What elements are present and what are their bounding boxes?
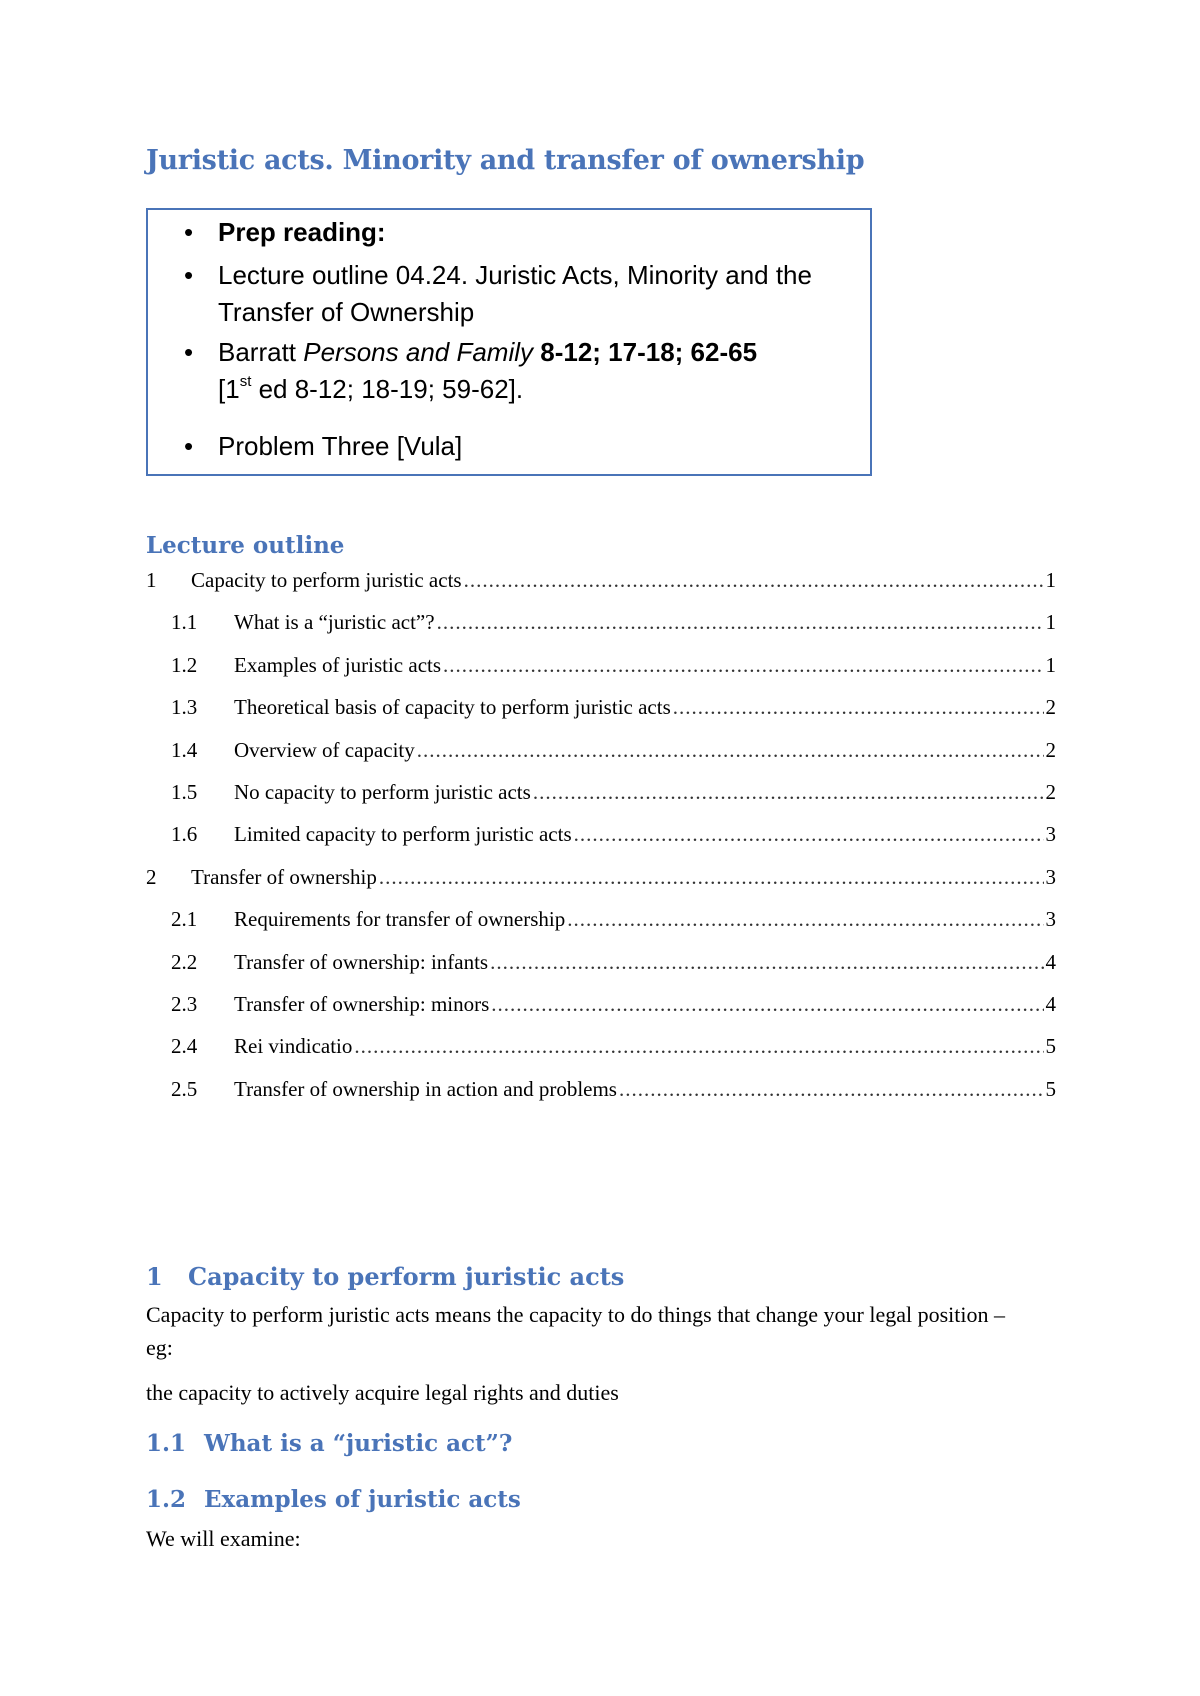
lecture-outline-heading: Lecture outline — [146, 532, 345, 559]
toc-entry[interactable] — [146, 780, 1056, 810]
toc-entry[interactable] — [146, 568, 1056, 598]
toc-dot-leader — [574, 822, 1044, 847]
section-1-heading — [146, 1262, 624, 1291]
toc-entry-label: Theoretical basis of capacity to perform juristic acts — [234, 695, 671, 720]
toc-entry-number: 2.2 — [171, 949, 198, 974]
toc-entry-label: Capacity to perform juristic acts — [191, 568, 462, 592]
toc-entry-label: What is a “juristic act”? — [234, 610, 435, 635]
section-1-1-heading — [146, 1430, 512, 1457]
toc-entry-page: 1 — [1045, 568, 1056, 592]
section-number: 1.1 — [146, 1430, 187, 1457]
toc-entry-page: 5 — [1045, 1076, 1056, 1101]
toc-entry-label: Transfer of ownership — [191, 864, 377, 889]
toc-entry-page: 5 — [1045, 1034, 1056, 1059]
bullet-icon: • — [184, 431, 194, 461]
prep-item-pages: 8-12; 17-18; 62-65 — [533, 337, 758, 367]
prep-item-text: Lecture outline 04.24. Juristic Acts, Minority and the Transfer of Ownership — [218, 260, 812, 327]
toc-entry[interactable] — [146, 1077, 1056, 1107]
section-number: 1 — [146, 1262, 163, 1291]
prep-item-barratt: • Barratt Persons and Family 8-12; 17-18; 62-65 [1st ed 8-12; 18-19; 59-62]. — [218, 334, 858, 408]
toc-dot-leader — [354, 1034, 1043, 1059]
toc-dot-leader — [673, 695, 1044, 720]
section-number: 1.2 — [146, 1486, 187, 1513]
toc-entry-page: 4 — [1045, 992, 1056, 1016]
toc-entry[interactable] — [146, 738, 1056, 768]
prep-item-lecture-outline — [184, 257, 858, 331]
toc-entry-number: 1.3 — [171, 695, 198, 720]
bullet-icon: • — [184, 260, 194, 290]
toc-entry-page: 3 — [1045, 907, 1056, 932]
prep-heading: Prep reading: — [218, 217, 386, 247]
toc-dot-leader — [491, 992, 1043, 1017]
toc-entry-label: Rei vindicatio — [234, 1034, 353, 1059]
prep-item-problem — [184, 428, 858, 465]
toc-entry[interactable] — [146, 1034, 1056, 1064]
toc-entry[interactable] — [146, 992, 1056, 1022]
section-title: Examples of juristic acts — [204, 1486, 521, 1513]
toc-dot-leader — [464, 568, 1044, 593]
toc-entry-label: Transfer of ownership: minors — [234, 992, 490, 1016]
toc-entry-page: 2 — [1045, 780, 1056, 804]
toc-entry-number: 2.3 — [171, 992, 198, 1016]
bullet-icon: • — [184, 217, 194, 247]
toc-entry-label: Requirements for transfer of ownership — [234, 907, 566, 932]
toc-entry-label: Limited capacity to perform juristic acts — [234, 822, 572, 847]
toc-dot-leader — [619, 1077, 1044, 1102]
toc-entry-number: 1.4 — [171, 737, 198, 762]
prep-item-prev-rest: ed 8-12; 18-19; 59-62]. — [251, 374, 524, 404]
document-title: Juristic acts. Minority and transfer of ownership — [146, 145, 865, 176]
section-title: What is a “juristic act”? — [204, 1430, 513, 1457]
prep-item-text: Problem Three [Vula] — [218, 431, 463, 461]
prep-item-heading — [184, 214, 858, 251]
toc-entry-number: 1.2 — [171, 652, 198, 677]
toc-entry[interactable] — [146, 865, 1056, 895]
section-title: Capacity to perform juristic acts — [188, 1262, 625, 1291]
toc-entry-page: 3 — [1045, 864, 1056, 889]
toc-entry-page: 2 — [1045, 737, 1056, 762]
toc-entry[interactable] — [146, 610, 1056, 640]
toc-dot-leader — [437, 610, 1044, 635]
toc-dot-leader — [417, 738, 1044, 763]
section-1-2-paragraph-1: We will examine: — [146, 1526, 301, 1551]
toc-entry[interactable] — [146, 950, 1056, 980]
toc-entry-number: 1.1 — [171, 610, 198, 635]
toc-entry[interactable] — [146, 695, 1056, 725]
toc-entry-number: 2 — [146, 864, 157, 889]
toc-dot-leader — [379, 865, 1044, 890]
toc-entry-label: Overview of capacity — [234, 737, 415, 762]
toc-dot-leader — [490, 950, 1043, 975]
toc-entry-number: 1.5 — [171, 780, 198, 804]
section-1-2-heading — [146, 1486, 521, 1513]
toc-entry-page: 1 — [1045, 652, 1056, 677]
toc-dot-leader — [533, 780, 1044, 805]
toc-dot-leader — [443, 653, 1043, 678]
toc-entry-number: 2.5 — [171, 1076, 198, 1101]
toc-entry-label: Examples of juristic acts — [234, 652, 442, 677]
toc-entry[interactable] — [146, 822, 1056, 852]
toc-entry-number: 1 — [146, 568, 157, 592]
toc-entry-number: 1.6 — [171, 822, 198, 847]
toc-entry-label: Transfer of ownership in action and problems — [234, 1076, 617, 1101]
toc-entry-number: 2.4 — [171, 1034, 198, 1059]
section-1-paragraph-1: Capacity to perform juristic acts means the capacity to do things that change your legal position – eg: — [146, 1302, 1005, 1360]
toc-dot-leader — [567, 907, 1043, 932]
toc-entry-page: 2 — [1045, 695, 1056, 720]
prep-reading-box — [146, 208, 872, 476]
toc-entry-page: 4 — [1045, 949, 1056, 974]
toc-entry-label: No capacity to perform juristic acts — [234, 780, 531, 804]
toc-entry[interactable] — [146, 653, 1056, 683]
toc-entry-number: 2.1 — [171, 907, 198, 932]
prep-item-prev-open: [1 — [218, 374, 240, 404]
prep-item-book-title: Persons and Family — [303, 337, 534, 367]
toc-entry-label: Transfer of ownership: infants — [234, 949, 489, 974]
section-1-paragraph-2: the capacity to actively acquire legal rights and duties — [146, 1380, 619, 1405]
toc-entry-page: 3 — [1045, 822, 1056, 847]
bullet-icon: • — [184, 337, 194, 367]
prep-item-author: Barratt — [218, 337, 304, 367]
toc-entry[interactable] — [146, 907, 1056, 937]
toc-entry-page: 1 — [1045, 610, 1056, 635]
